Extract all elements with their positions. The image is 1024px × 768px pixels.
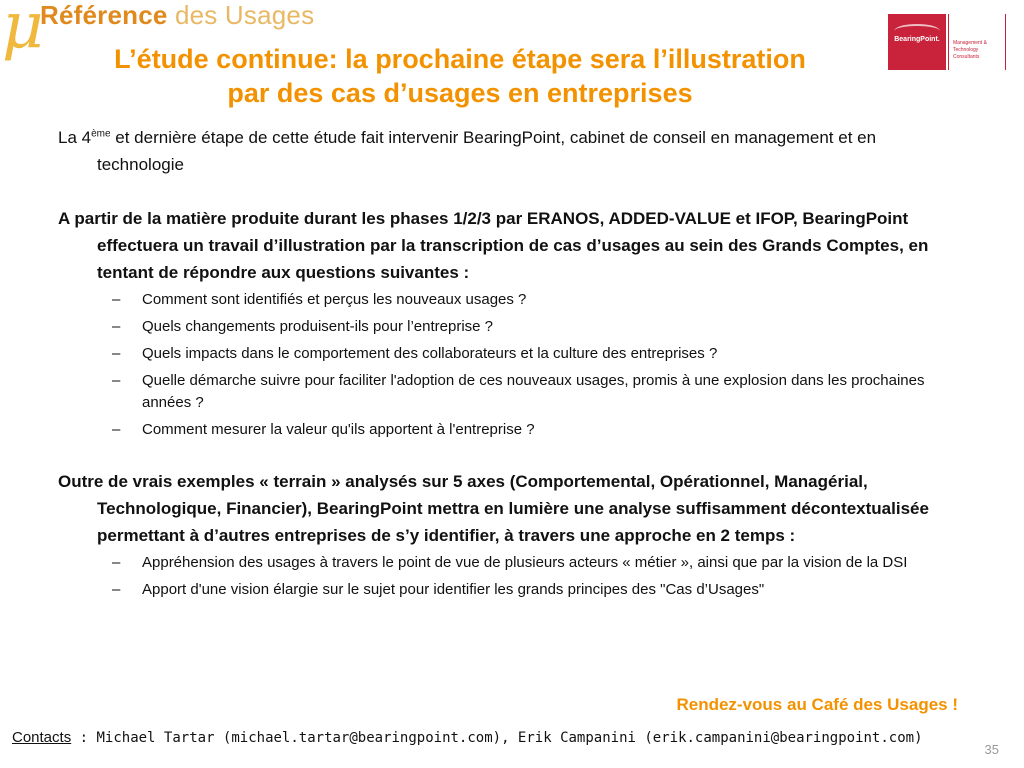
partner-logo-name: BearingPoint.	[894, 36, 940, 43]
list-item	[58, 419, 963, 441]
intro-superscript: ème	[91, 128, 111, 140]
closing-invitation: Rendez-vous au Café des Usages !	[676, 695, 958, 714]
list-item-text: Quelle démarche suivre pour faciliter l'adoption de ces nouveaux usages, promis à une explosion dans les prochaines années ?	[142, 372, 925, 411]
list-item	[58, 579, 963, 601]
slide-title-line-1: L’étude continue: la prochaine étape sera l’illustration	[114, 44, 806, 74]
intro-rest: et dernière étape de cette étude fait intervenir BearingPoint, cabinet de conseil en management et en technologie	[97, 128, 877, 174]
section2-paragraph: Outre de vrais exemples « terrain » analysés sur 5 axes (Comportemental, Opérationnel, Managérial, Technologique, Financier), BearingPoint mettra en lumière une analyse suffisamment décontextualisée permettant à d’autres entreprises de s’y identifier, à travers une approche en 2 temps :	[58, 472, 929, 545]
section2-approach-list	[58, 552, 963, 601]
partner-logo-edge	[1005, 14, 1006, 70]
dash-bullet: –	[112, 554, 121, 571]
contacts-link[interactable]: Contacts	[12, 729, 72, 746]
list-item	[58, 289, 963, 311]
slide-title-line-2: par des cas d’usages en entreprises	[227, 78, 693, 108]
partner-logo	[888, 14, 946, 70]
contacts-footer	[12, 729, 923, 746]
dash-bullet: –	[112, 318, 121, 335]
spacer	[58, 178, 963, 205]
section1-question-list	[58, 289, 963, 441]
list-item	[58, 343, 963, 365]
list-item	[58, 552, 963, 574]
intro-prefix: La 4	[58, 128, 92, 147]
list-item-text: Comment mesurer la valeur qu'ils apportent à l'entreprise ?	[142, 421, 535, 438]
partner-tagline: Management & Technology Consultants	[953, 40, 987, 60]
list-item-text: Quels changements produisent-ils pour l’entreprise ?	[142, 318, 494, 335]
page-number: 35	[984, 742, 999, 757]
brand-mu-symbol: μ	[2, 0, 44, 63]
contacts-text: : Michael Tartar (michael.tartar@bearingpoint.com), Erik Campanini (erik.campanini@bearingpoint.com)	[71, 730, 923, 746]
dash-bullet: –	[112, 345, 121, 362]
partner-logo-divider	[948, 14, 949, 70]
list-item-text: Appréhension des usages à travers le point de vue de plusieurs acteurs « métier », ainsi que par la vision de la DSI	[142, 554, 908, 571]
section1-paragraph: A partir de la matière produite durant les phases 1/2/3 par ERANOS, ADDED-VALUE et IFOP, BearingPoint effectuera un travail d’illustration par la transcription de cas d’usages au sein des Grands Comptes, en tentant de répondre aux questions suivantes :	[58, 209, 929, 282]
list-item-text: Quels impacts dans le comportement des collaborateurs et la culture des entreprises ?	[142, 345, 718, 362]
spacer	[58, 446, 963, 468]
brand-name	[40, 2, 314, 28]
dash-bullet: –	[112, 421, 121, 438]
dash-bullet: –	[112, 581, 121, 598]
dash-bullet: –	[112, 291, 121, 308]
list-item	[58, 370, 963, 414]
list-item	[58, 316, 963, 338]
brand-name-reference: Référence	[40, 0, 168, 30]
list-item-text: Comment sont identifiés et perçus les nouveaux usages ?	[142, 291, 527, 308]
list-item-text: Apport d'une vision élargie sur le sujet pour identifier les grands principes des "Cas d’Usages"	[142, 581, 765, 598]
slide-body	[58, 124, 963, 606]
slide-title	[40, 42, 880, 110]
dash-bullet: –	[112, 372, 121, 389]
brand-name-rest: des Usages	[167, 0, 315, 30]
intro-paragraph	[58, 124, 963, 178]
